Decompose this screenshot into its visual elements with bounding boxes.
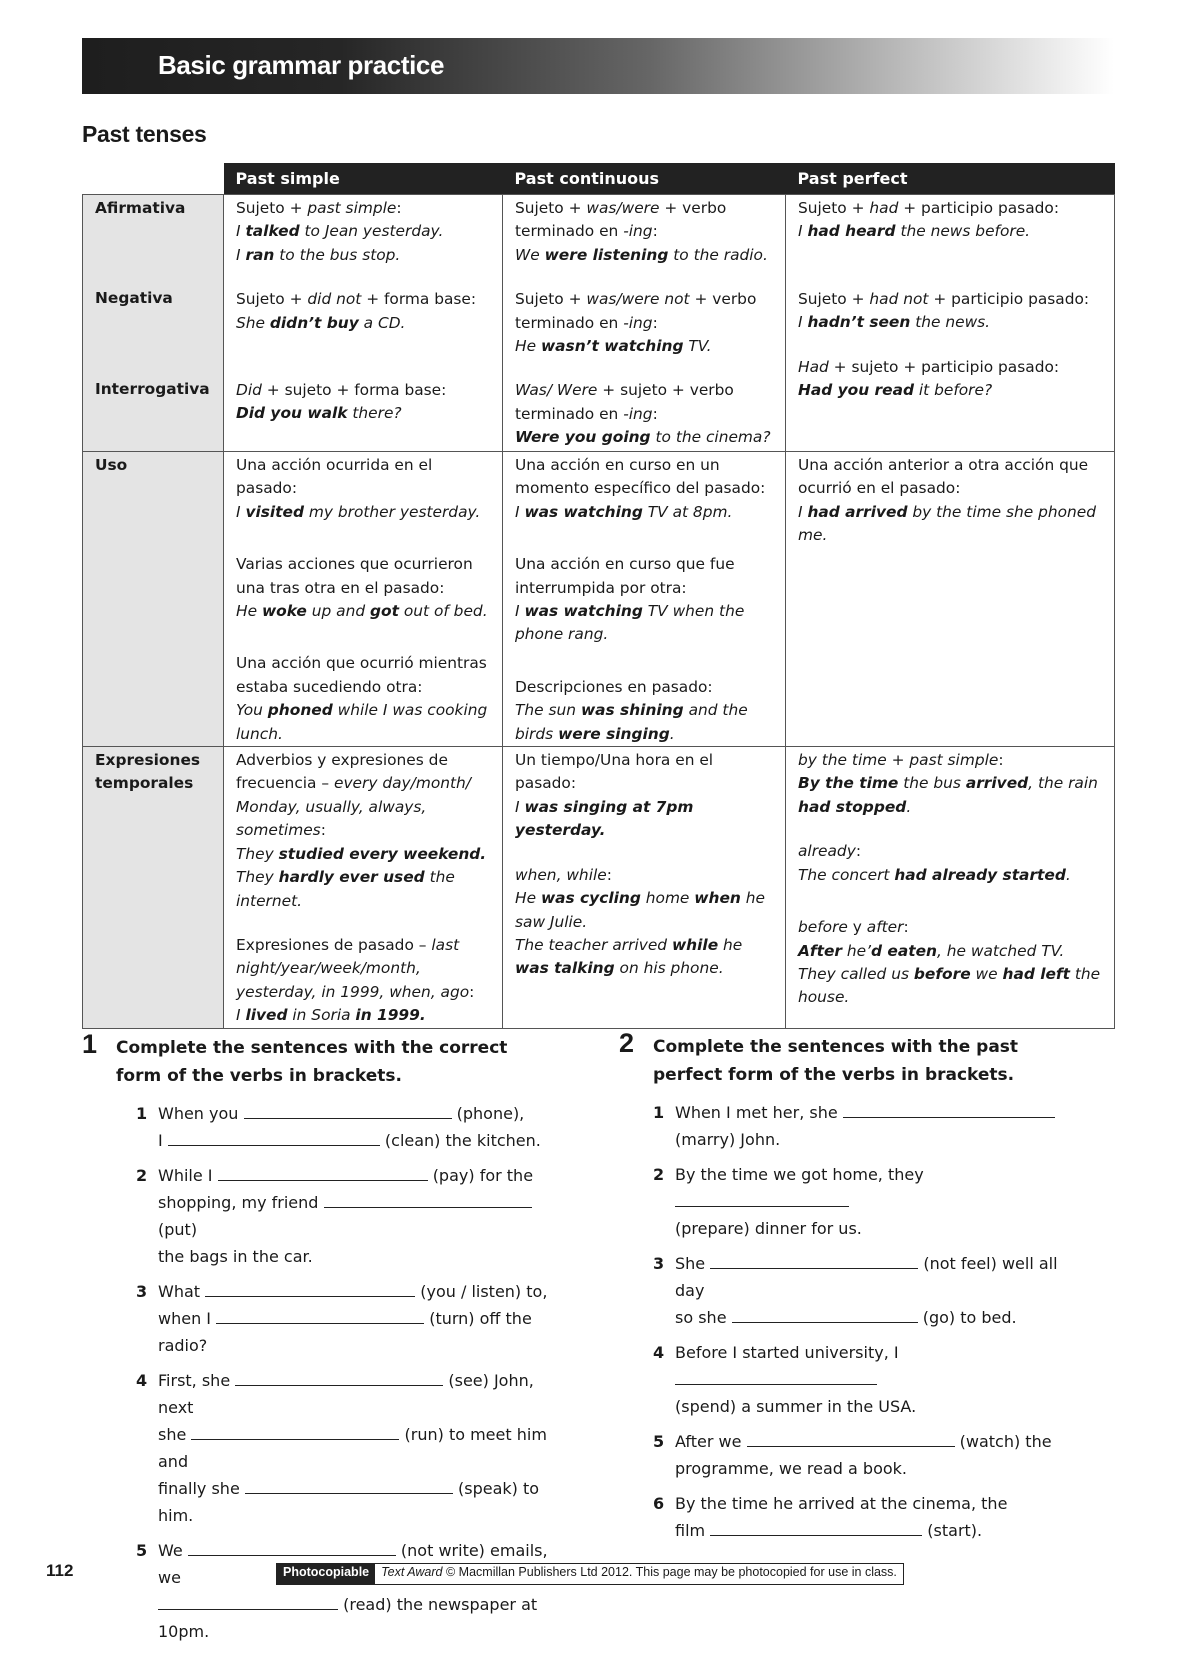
item-text: (you / listen) to, xyxy=(420,1282,548,1301)
list-item xyxy=(653,1428,1089,1482)
example: They called us before we had left the house. xyxy=(798,964,1101,1007)
expr-text: before y after: xyxy=(798,918,909,937)
example: By the time the bus arrived, the rain had stopped. xyxy=(798,774,1098,816)
item-text: (not write) emails, we xyxy=(158,1541,548,1587)
item-number: 4 xyxy=(653,1343,665,1362)
example: I had arrived by the time she phoned me. xyxy=(798,502,1097,545)
example: I had heard the news before. xyxy=(798,222,1031,241)
table-row-forms xyxy=(83,195,1115,452)
list-item xyxy=(653,1490,1089,1544)
item-text: When I met her, she xyxy=(675,1103,838,1122)
usage-text: Una acción en curso en un momento específico del pasado: xyxy=(515,456,766,498)
item-text: (run) to meet him and xyxy=(158,1425,547,1471)
item-text: so she xyxy=(675,1308,727,1327)
answer-blank[interactable] xyxy=(843,1099,1055,1118)
item-text: the bags in the car. xyxy=(158,1247,313,1266)
list-item xyxy=(136,1278,552,1359)
cell-uso-past-perfect xyxy=(786,452,1115,747)
example: We were listening to the radio. xyxy=(515,245,768,264)
example: I was watching TV at 8pm. xyxy=(515,502,733,521)
label-negativa: Negativa xyxy=(95,289,173,308)
item-text: (see) John, next xyxy=(158,1371,534,1417)
usage-text: Una acción que ocurrió mientras estaba sucediendo otra: xyxy=(236,654,487,696)
answer-blank[interactable] xyxy=(747,1428,955,1447)
cell-uso-past-simple xyxy=(224,452,503,747)
table-row-expresiones xyxy=(83,747,1115,1028)
item-text: By the time he arrived at the cinema, the xyxy=(675,1494,1008,1513)
copyright-text xyxy=(375,1564,903,1584)
header-banner xyxy=(82,38,1114,94)
example: I talked to Jean yesterday. xyxy=(236,222,444,241)
item-number: 1 xyxy=(136,1104,148,1123)
cell-expr-past-perfect xyxy=(786,747,1115,1028)
answer-blank[interactable] xyxy=(710,1250,918,1269)
item-number: 2 xyxy=(653,1165,665,1184)
table-header-row xyxy=(83,163,1115,195)
item-number: 3 xyxy=(136,1282,148,1301)
expr-text: by the time + past simple: xyxy=(798,751,1004,770)
photocopiable-tag: Photocopiable xyxy=(277,1564,375,1584)
example: He wasn’t watching TV. xyxy=(515,337,712,356)
exercise-2 xyxy=(619,1028,1089,1552)
example: The teacher arrived while he was talking on his phone. xyxy=(515,935,743,978)
item-text: We xyxy=(158,1541,183,1560)
past-tenses-table xyxy=(82,163,1115,1029)
answer-blank[interactable] xyxy=(244,1100,452,1119)
interrog-rule: Was/ Were + sujeto + verbo terminado en -ing: xyxy=(515,381,734,423)
example: I lived in Soria in 1999. xyxy=(236,1006,426,1025)
row-label-uso: Uso xyxy=(83,452,224,747)
item-text: By the time we got home, they xyxy=(675,1165,924,1184)
cell-forms-past-simple xyxy=(224,195,503,452)
item-text: (not feel) well all day xyxy=(675,1254,1058,1300)
cell-uso-past-continuous xyxy=(503,452,786,747)
row-label-expresiones: Expresiones temporales xyxy=(83,747,224,1028)
cell-forms-past-perfect xyxy=(786,195,1115,452)
item-number: 1 xyxy=(653,1103,665,1122)
item-text: she xyxy=(158,1425,187,1444)
answer-blank[interactable] xyxy=(245,1475,453,1494)
expr-text: Expresiones de pasado – last night/year/week/month, yesterday, in 1999, when, ago: xyxy=(236,935,475,1001)
example: They hardly ever used the internet. xyxy=(236,868,455,910)
usage-text: Varias acciones que ocurrieron una tras otra en el pasado: xyxy=(236,555,473,597)
item-text: First, she xyxy=(158,1371,231,1390)
answer-blank[interactable] xyxy=(205,1278,415,1297)
item-text: (put) xyxy=(158,1220,198,1239)
example: Had you read it before? xyxy=(798,381,993,400)
expr-text: already: xyxy=(798,842,862,861)
expr-text: Un tiempo/Una hora en el pasado: xyxy=(515,751,714,793)
neg-rule: Sujeto + did not + forma base: xyxy=(236,290,477,309)
interrog-rule: Did + sujeto + forma base: xyxy=(236,381,447,400)
item-text: (start). xyxy=(927,1521,983,1540)
item-text: (spend) a summer in the USA. xyxy=(675,1397,917,1416)
example: He woke up and got out of bed. xyxy=(236,602,488,621)
usage-text: Una acción en curso que fue interrumpida por otra: xyxy=(515,555,735,597)
item-text: (watch) the xyxy=(959,1432,1052,1451)
col-header-past-simple: Past simple xyxy=(224,163,503,195)
afirm-rule: Sujeto + was/were + verbo terminado en -ing: xyxy=(515,199,727,241)
list-item xyxy=(136,1537,552,1645)
example: I visited my brother yesterday. xyxy=(236,502,481,521)
item-text: She xyxy=(675,1254,706,1273)
afirm-rule: Sujeto + had + participio pasado: xyxy=(798,199,1060,217)
table-row-uso xyxy=(83,452,1115,747)
item-number: 5 xyxy=(653,1432,665,1451)
usage-text: Una acción ocurrida en el pasado: xyxy=(236,456,433,498)
exercise-instruction: Complete the sentences with the past perfect form of the verbs in brackets. xyxy=(653,1037,1019,1085)
table-corner xyxy=(83,163,224,195)
expr-text: Adverbios y expresiones de frecuencia – every day/month/ Monday, usually, always, sometimes: xyxy=(236,751,471,840)
example: He was cycling home when he saw Julie. xyxy=(515,889,765,931)
exercise-number: 2 xyxy=(619,1028,635,1058)
expr-text: when, while: xyxy=(515,865,612,884)
item-text: (read) the newspaper at 10pm. xyxy=(158,1595,538,1641)
item-text: finally she xyxy=(158,1479,240,1498)
answer-blank[interactable] xyxy=(168,1127,380,1146)
item-text: (go) to bed. xyxy=(922,1308,1017,1327)
example: She didn’t buy a CD. xyxy=(236,313,406,332)
item-text: (prepare) dinner for us. xyxy=(675,1219,862,1238)
example: I ran to the bus stop. xyxy=(236,245,401,264)
answer-blank[interactable] xyxy=(218,1162,428,1181)
item-text: shopping, my friend xyxy=(158,1193,319,1212)
list-item xyxy=(136,1367,552,1529)
item-text: (marry) John. xyxy=(675,1130,781,1149)
item-text: (speak) to him. xyxy=(158,1479,540,1525)
item-number: 2 xyxy=(136,1166,148,1185)
item-text: I xyxy=(158,1131,163,1150)
example: I was watching TV when the phone rang. xyxy=(515,602,745,644)
item-text: When you xyxy=(158,1104,239,1123)
item-number: 3 xyxy=(653,1254,665,1273)
item-text: (turn) off the radio? xyxy=(158,1309,532,1355)
item-number: 5 xyxy=(136,1541,148,1560)
list-item xyxy=(653,1161,1089,1242)
item-text: programme, we read a book. xyxy=(675,1459,908,1478)
item-text: Before I started university, I xyxy=(675,1343,899,1362)
exercise-instruction: Complete the sentences with the correct form of the verbs in brackets. xyxy=(116,1038,508,1086)
answer-blank[interactable] xyxy=(710,1517,922,1536)
list-item xyxy=(653,1339,1089,1420)
book-title: Text Award xyxy=(381,1565,443,1579)
example: After he’d eaten, he watched TV. xyxy=(798,941,1065,960)
label-interrogativa: Interrogativa xyxy=(95,379,210,398)
col-header-past-perfect: Past perfect xyxy=(786,163,1115,195)
answer-blank[interactable] xyxy=(235,1367,443,1386)
example: Were you going to the cinema? xyxy=(515,428,771,447)
section-title: Past tenses xyxy=(82,121,207,147)
answer-blank[interactable] xyxy=(158,1591,338,1610)
example: Did you walk there? xyxy=(236,404,402,423)
item-text: While I xyxy=(158,1166,213,1185)
answer-blank[interactable] xyxy=(675,1366,877,1385)
neg-rule: Sujeto + was/were not + verbo terminado en -ing: xyxy=(515,290,757,332)
cell-expr-past-simple xyxy=(224,747,503,1028)
item-text: (clean) the kitchen. xyxy=(384,1131,541,1150)
item-text: (phone), xyxy=(456,1104,525,1123)
example: The concert had already started. xyxy=(798,865,1071,884)
row-label-forms xyxy=(83,195,224,452)
copyright-notice: © Macmillan Publishers Ltd 2012. This page may be photocopied for use in class. xyxy=(446,1565,897,1579)
item-text: when I xyxy=(158,1309,212,1328)
list-item xyxy=(136,1100,552,1154)
answer-blank[interactable] xyxy=(675,1188,849,1207)
example: I hadn’t seen the news. xyxy=(798,313,991,332)
cell-expr-past-continuous xyxy=(503,747,786,1028)
example: I was singing at 7pm yesterday. xyxy=(515,797,694,840)
example: They studied every weekend. xyxy=(236,844,487,863)
afirm-rule: Sujeto + past simple: xyxy=(236,199,402,217)
exercise-1 xyxy=(82,1029,552,1653)
item-text: After we xyxy=(675,1432,742,1451)
cell-forms-past-continuous xyxy=(503,195,786,452)
item-number: 6 xyxy=(653,1494,665,1513)
list-item xyxy=(653,1099,1089,1153)
item-text: (pay) for the xyxy=(432,1166,534,1185)
list-item xyxy=(653,1250,1089,1331)
exercise-number: 1 xyxy=(82,1029,98,1059)
usage-text: Una acción anterior a otra acción que ocurrió en el pasado: xyxy=(798,456,1089,498)
interrog-rule: Had + sujeto + participio pasado: xyxy=(798,357,1060,376)
col-header-past-continuous: Past continuous xyxy=(503,163,786,195)
label-afirmativa: Afirmativa xyxy=(95,199,186,217)
page-number: 112 xyxy=(46,1561,74,1580)
neg-rule: Sujeto + had not + participio pasado: xyxy=(798,289,1090,308)
answer-blank[interactable] xyxy=(324,1189,532,1208)
answer-blank[interactable] xyxy=(188,1537,396,1556)
list-item xyxy=(136,1162,552,1270)
item-number: 4 xyxy=(136,1371,148,1390)
usage-text: Descripciones en pasado: xyxy=(515,677,713,696)
example: You phoned while I was cooking lunch. xyxy=(236,701,488,743)
answer-blank[interactable] xyxy=(732,1304,918,1323)
answer-blank[interactable] xyxy=(191,1421,399,1440)
item-text: What xyxy=(158,1282,201,1301)
item-text: film xyxy=(675,1521,706,1540)
page-title: Basic grammar practice xyxy=(158,50,445,80)
example: The sun was shining and the birds were singing. xyxy=(515,701,748,743)
answer-blank[interactable] xyxy=(216,1305,424,1324)
copyright-footer xyxy=(276,1563,904,1585)
